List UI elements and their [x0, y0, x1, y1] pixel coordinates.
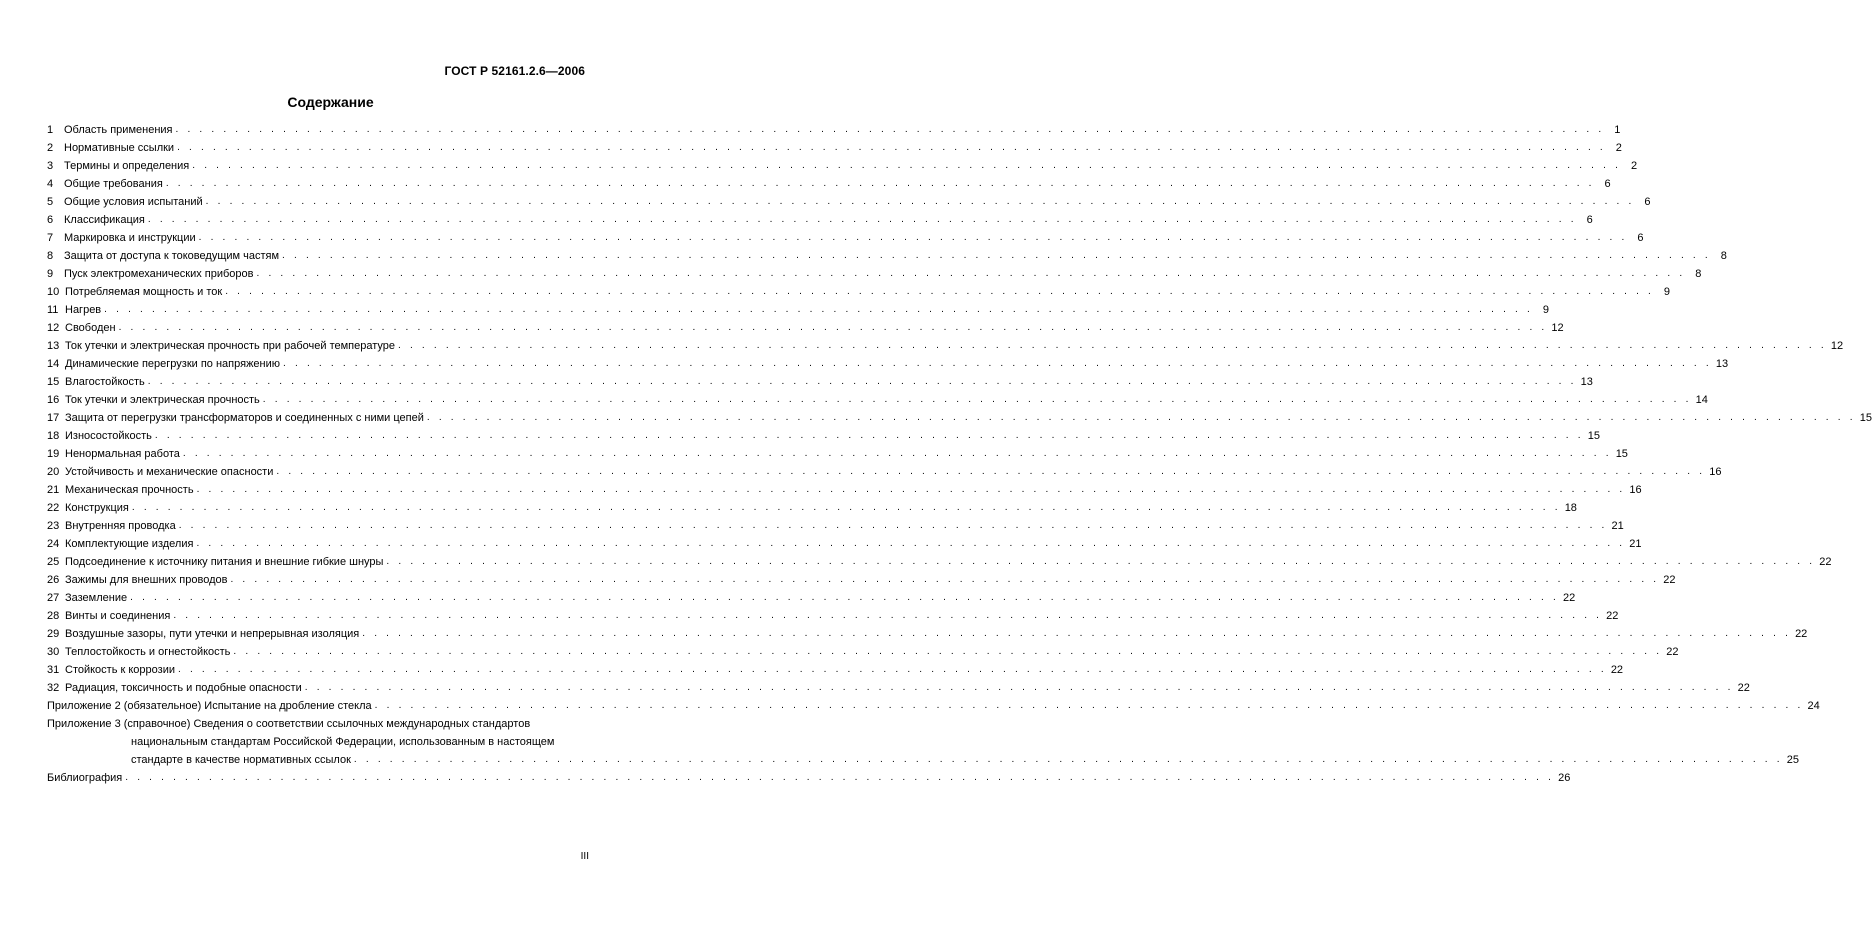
toc-entry-page: 22: [1737, 682, 1750, 694]
toc-entry-number: 17: [47, 412, 60, 424]
toc-entry[interactable]: [47, 679, 1750, 697]
toc-entry-page: 16: [1709, 466, 1722, 478]
toc-leader-dots: . . . . . . . . . . . . . . . . . . . . . . . . . . . . . . . . . . . . . . . . . . . . . . . . . . . . . . . . . . . . . . . . . . . . . . . . . . . . . . . . . . . . . . . . . . . . . . . . . . . . . . . . . . . . . . . . . . . . . . . .: [175, 124, 1605, 135]
toc-entry[interactable]: [47, 229, 1644, 247]
toc-entry-page: 2: [1615, 142, 1622, 154]
toc-leader-dots: . . . . . . . . . . . . . . . . . . . . . . . . . . . . . . . . . . . . . . . . . . . . . . . . . . . . . . . . . . . . . . . . . . . . . . . . . . . . . . . . . . . . . . . . . . . . . . . . . . . . . . . . . . . . . . . . . . . . . . . .: [196, 484, 1626, 495]
toc-entry-number: 2: [47, 142, 54, 154]
toc-entry-page: 8: [1695, 268, 1702, 280]
toc-leader-dots: . . . . . . . . . . . . . . . . . . . . . . . . . . . . . . . . . . . . . . . . . . . . . . . . . . . . . . . . . . . . . . . . . . . . . . . . . . . . . . . . . . . . . . . . . . . . . . . . . . . . . . . . . . . . . . . . . . . . . . . .: [362, 628, 1792, 639]
toc-entry[interactable]: [47, 445, 1628, 463]
toc-entry-page: 13: [1580, 376, 1593, 388]
toc-entries: [47, 121, 1872, 697]
toc-entry-label: Заземление: [65, 592, 128, 604]
toc-leader-dots: . . . . . . . . . . . . . . . . . . . . . . . . . . . . . . . . . . . . . . . . . . . . . . . . . . . . . . . . . . . . . . . . . . . . . . . . . . . . . . . . . . . . . . . . . . . . . . . . . . . . . . . . . . . . . . . . . . . . . . . .: [178, 520, 1608, 531]
toc-entry-number: 13: [47, 340, 60, 352]
toc-leader-dots: . . . . . . . . . . . . . . . . . . . . . . . . . . . . . . . . . . . . . . . . . . . . . . . . . . . . . . . . . . . . . . . . . . . . . . . . . . . . . . . . . . . . . . . . . . . . . . . . . . . . . . . . . . . . . . . . . . . . . . . .: [283, 358, 1712, 369]
toc-leader-dots: . . . . . . . . . . . . . . . . . . . . . . . . . . . . . . . . . . . . . . . . . . . . . . . . . . . . . . . . . . . . . . . . . . . . . . . . . . . . . . . . . . . . . . . . . . . . . . . . . . . . . . . . . . . . . . . . . . . . . . . .: [398, 340, 1827, 351]
toc-entry-number: 3: [47, 160, 54, 172]
toc-entry-label: Библиография: [47, 772, 123, 784]
toc-entry-appendix-2[interactable]: [47, 697, 1820, 715]
toc-leader-dots: . . . . . . . . . . . . . . . . . . . . . . . . . . . . . . . . . . . . . . . . . . . . . . . . . . . . . . . . . . . . . . . . . . . . . . . . . . . . . . . . . . . . . . . . . . . . . . . . . . . . . . . . . . . . . . . . . . . . . . . .: [177, 664, 1607, 675]
toc-entry-page: 22: [1663, 574, 1676, 586]
toc-leader-dots: . . . . . . . . . . . . . . . . . . . . . . . . . . . . . . . . . . . . . . . . . . . . . . . . . . . . . . . . . . . . . . . . . . . . . . . . . . . . . . . . . . . . . . . . . . . . . . . . . . . . . . . . . . . . . . . . . . . . . . . .: [196, 538, 1626, 549]
toc-entry-number: 20: [47, 466, 60, 478]
toc-entry-label: Теплостойкость и огнестойкость: [65, 646, 231, 658]
toc-entry-page: 25: [1786, 754, 1799, 766]
toc-entry-page: 21: [1629, 538, 1642, 550]
toc-leader-dots: . . . . . . . . . . . . . . . . . . . . . . . . . . . . . . . . . . . . . . . . . . . . . . . . . . . . . . . . . . . . . . . . . . . . . . . . . . . . . . . . . . . . . . . . . . . . . . . . . . . . . . . . . . . . . . . . . . . . . . . .: [173, 610, 1603, 621]
toc-entry-number: 9: [47, 268, 54, 280]
toc-leader-dots: . . . . . . . . . . . . . . . . . . . . . . . . . . . . . . . . . . . . . . . . . . . . . . . . . . . . . . . . . . . . . . . . . . . . . . . . . . . . . . . . . . . . . . . . . . . . . . . . . . . . . . . . . . . . . . . . . . . . . . . .: [225, 286, 1655, 297]
toc-entry-label: Ток утечки и электрическая прочность при рабочей температуре: [65, 340, 396, 352]
toc-leader-dots: . . . . . . . . . . . . . . . . . . . . . . . . . . . . . . . . . . . . . . . . . . . . . . . . . . . . . . . . . . . . . . . . . . . . . . . . . . . . . . . . . . . . . . . . . . . . . . . . . . . . . . . . . . . . . . . . . . . . . . . .: [426, 412, 1856, 423]
toc-entry-label: Защита от перегрузки трансформаторов и соединенных с ними цепей: [65, 412, 424, 424]
toc-entry-label: Маркировка и инструкции: [64, 232, 196, 244]
toc-entry-label: Стойкость к коррозии: [65, 664, 175, 676]
toc-entry-label: Устойчивость и механические опасности: [65, 466, 274, 478]
toc-leader-dots: . . . . . . . . . . . . . . . . . . . . . . . . . . . . . . . . . . . . . . . . . . . . . . . . . . . . . . . . . . . . . . . . . . . . . . . . . . . . . . . . . . . . . . . . . . . . . . . . . . . . . . . . . . . . . . . . . . . . . . . .: [353, 754, 1783, 765]
toc-entry-number: 11: [47, 304, 59, 316]
toc-leader-dots: . . . . . . . . . . . . . . . . . . . . . . . . . . . . . . . . . . . . . . . . . . . . . . . . . . . . . . . . . . . . . . . . . . . . . . . . . . . . . . . . . . . . . . . . . . . . . . . . . . . . . . . . . . . . . . . . . . . . . . . .: [131, 502, 1561, 513]
table-of-contents: [47, 121, 1872, 787]
toc-entry-label: Пуск электромеханических приборов: [64, 268, 254, 280]
toc-entry-label-line-1: [47, 715, 583, 733]
toc-entry[interactable]: [47, 409, 1872, 427]
toc-entry-number: 12: [47, 322, 60, 334]
toc-entry-label: Свободен: [65, 322, 116, 334]
toc-entry[interactable]: [47, 499, 1577, 517]
toc-entry-appendix-3[interactable]: [47, 715, 1799, 769]
toc-entry-number: 23: [47, 520, 60, 532]
toc-title: Содержание: [287, 94, 374, 110]
toc-entry-number: 16: [47, 394, 60, 406]
toc-entry-label: Конструкция: [65, 502, 129, 514]
toc-entry-label: стандарте в качестве нормативных ссылок: [131, 754, 351, 766]
toc-leader-dots: . . . . . . . . . . . . . . . . . . . . . . . . . . . . . . . . . . . . . . . . . . . . . . . . . . . . . . . . . . . . . . . . . . . . . . . . . . . . . . . . . . . . . . . . . . . . . . . . . . . . . . . . . . . . . . . . . . . . . . . .: [262, 394, 1692, 405]
toc-entry-number: 21: [47, 484, 60, 496]
toc-leader-dots: . . . . . . . . . . . . . . . . . . . . . . . . . . . . . . . . . . . . . . . . . . . . . . . . . . . . . . . . . . . . . . . . . . . . . . . . . . . . . . . . . . . . . . . . . . . . . . . . . . . . . . . . . . . . . . . . . . . . . . . .: [386, 556, 1816, 567]
toc-entry-label: Защита от доступа к токоведущим частям: [64, 250, 280, 262]
toc-entry-page: 15: [1859, 412, 1872, 424]
toc-leader-dots: . . . . . . . . . . . . . . . . . . . . . . . . . . . . . . . . . . . . . . . . . . . . . . . . . . . . . . . . . . . . . . . . . . . . . . . . . . . . . . . . . . . . . . . . . . . . . . . . . . . . . . . . . . . . . . . . . . . . . . . .: [233, 646, 1663, 657]
toc-entry[interactable]: [47, 535, 1642, 553]
toc-entry-number: 26: [47, 574, 60, 586]
toc-entry-page: 12: [1551, 322, 1564, 334]
toc-entry-label: Винты и соединения: [65, 610, 171, 622]
toc-entry-page: 22: [1666, 646, 1679, 658]
toc-entry-page: 6: [1604, 178, 1611, 190]
toc-entry[interactable]: [47, 193, 1651, 211]
toc-leader-dots: . . . . . . . . . . . . . . . . . . . . . . . . . . . . . . . . . . . . . . . . . . . . . . . . . . . . . . . . . . . . . . . . . . . . . . . . . . . . . . . . . . . . . . . . . . . . . . . . . . . . . . . . . . . . . . . . . . . . . . . .: [182, 448, 1612, 459]
toc-leader-dots: . . . . . . . . . . . . . . . . . . . . . . . . . . . . . . . . . . . . . . . . . . . . . . . . . . . . . . . . . . . . . . . . . . . . . . . . . . . . . . . . . . . . . . . . . . . . . . . . . . . . . . . . . . . . . . . . . . . . . . . .: [192, 160, 1622, 171]
toc-entry-number: 28: [47, 610, 60, 622]
toc-leader-dots: . . . . . . . . . . . . . . . . . . . . . . . . . . . . . . . . . . . . . . . . . . . . . . . . . . . . . . . . . . . . . . . . . . . . . . . . . . . . . . . . . . . . . . . . . . . . . . . . . . . . . . . . . . . . . . . . . . . . . . . .: [118, 322, 1548, 333]
toc-entry-number: 31: [47, 664, 60, 676]
toc-entry-page: 9: [1663, 286, 1671, 298]
toc-entry-page: 2: [1630, 160, 1638, 172]
toc-leader-dots: . . . . . . . . . . . . . . . . . . . . . . . . . . . . . . . . . . . . . . . . . . . . . . . . . . . . . . . . . . . . . . . . . . . . . . . . . . . . . . . . . . . . . . . . . . . . . . . . . . . . . . . . . . . . . . . . . . . . . . . .: [154, 430, 1584, 441]
toc-entry-label: Общие условия испытаний: [64, 196, 203, 208]
toc-entry-label: Воздушные зазоры, пути утечки и непрерывная изоляция: [65, 628, 360, 640]
toc-entry-page: 15: [1615, 448, 1628, 460]
toc-entry-label: Радиация, токсичность и подобные опасности: [65, 682, 302, 694]
toc-leader-dots: . . . . . . . . . . . . . . . . . . . . . . . . . . . . . . . . . . . . . . . . . . . . . . . . . . . . . . . . . . . . . . . . . . . . . . . . . . . . . . . . . . . . . . . . . . . . . . . . . . . . . . . . . . . . . . . . . . . . . . . .: [256, 268, 1686, 279]
toc-entry[interactable]: [47, 625, 1808, 643]
toc-entry-number: 27: [47, 592, 60, 604]
toc-entry[interactable]: [47, 265, 1702, 283]
toc-entry-number: 14: [47, 358, 60, 370]
toc-entry-page: 6: [1644, 196, 1651, 208]
toc-entry-number: 10: [47, 286, 60, 298]
toc-entry-label: Износостойкость: [65, 430, 152, 442]
toc-entry-page: 26: [1558, 772, 1571, 784]
toc-entry-page: 16: [1629, 484, 1642, 496]
toc-leader-dots: . . . . . . . . . . . . . . . . . . . . . . . . . . . . . . . . . . . . . . . . . . . . . . . . . . . . . . . . . . . . . . . . . . . . . . . . . . . . . . . . . . . . . . . . . . . . . . . . . . . . . . . . . . . . . . . . . . . . . . . .: [130, 592, 1559, 603]
toc-entry-continuation: [131, 733, 1799, 769]
toc-entry-label: Потребляемая мощность и ток: [65, 286, 223, 298]
toc-leader-dots: . . . . . . . . . . . . . . . . . . . . . . . . . . . . . . . . . . . . . . . . . . . . . . . . . . . . . . . . . . . . . . . . . . . . . . . . . . . . . . . . . . . . . . . . . . . . . . . . . . . . . . . . . . . . . . . . . . . . . . . .: [147, 214, 1577, 225]
toc-entry[interactable]: [47, 661, 1624, 679]
toc-entry-label: Зажимы для внешних проводов: [65, 574, 228, 586]
toc-entry-label: Комплектующие изделия: [65, 538, 194, 550]
toc-leader-dots: . . . . . . . . . . . . . . . . . . . . . . . . . . . . . . . . . . . . . . . . . . . . . . . . . . . . . . . . . . . . . . . . . . . . . . . . . . . . . . . . . . . . . . . . . . . . . . . . . . . . . . . . . . . . . . . . . . . . . . . .: [104, 304, 1533, 315]
toc-entry[interactable]: [47, 211, 1593, 229]
toc-entry-page: 12: [1830, 340, 1844, 352]
toc-entry-page: 22: [1606, 610, 1619, 622]
toc-entry[interactable]: [47, 463, 1722, 481]
toc-entry[interactable]: [47, 643, 1679, 661]
toc-entry-number: 32: [47, 682, 60, 694]
toc-entry-page: 15: [1587, 430, 1600, 442]
toc-entry-label: Влагостойкость: [65, 376, 145, 388]
toc-entry[interactable]: [47, 553, 1832, 571]
toc-entry-label: Область применения: [64, 124, 173, 136]
toc-leader-dots: . . . . . . . . . . . . . . . . . . . . . . . . . . . . . . . . . . . . . . . . . . . . . . . . . . . . . . . . . . . . . . . . . . . . . . . . . . . . . . . . . . . . . . . . . . . . . . . . . . . . . . . . . . . . . . . . . . . . . . . .: [230, 574, 1660, 585]
toc-entry-label-line-3: [131, 751, 1799, 769]
toc-leader-dots: . . . . . . . . . . . . . . . . . . . . . . . . . . . . . . . . . . . . . . . . . . . . . . . . . . . . . . . . . . . . . . . . . . . . . . . . . . . . . . . . . . . . . . . . . . . . . . . . . . . . . . . . . . . . . . . . . . . . . . . .: [165, 178, 1595, 189]
toc-entry-number: 1: [47, 124, 54, 136]
toc-entry-number: 29: [47, 628, 60, 640]
toc-entry-label: Общие требования: [64, 178, 163, 190]
toc-entry-label: Термины и определения: [64, 160, 190, 172]
toc-entry-number: 6: [47, 214, 54, 226]
toc-entry[interactable]: [47, 247, 1727, 265]
toc-entry-number: 25: [47, 556, 60, 568]
toc-entry[interactable]: [47, 391, 1708, 409]
toc-entry[interactable]: [47, 517, 1624, 535]
toc-entry-label: Внутренняя проводка: [65, 520, 176, 532]
toc-entry-label: Ненормальная работа: [65, 448, 180, 460]
toc-entry-number: 30: [47, 646, 60, 658]
toc-entry-number: 7: [47, 232, 54, 244]
toc-entry-label: Динамические перегрузки по напряжению: [65, 358, 281, 370]
toc-entry-page: 13: [1715, 358, 1729, 370]
toc-leader-dots: . . . . . . . . . . . . . . . . . . . . . . . . . . . . . . . . . . . . . . . . . . . . . . . . . . . . . . . . . . . . . . . . . . . . . . . . . . . . . . . . . . . . . . . . . . . . . . . . . . . . . . . . . . . . . . . . . . . . . . . .: [374, 700, 1804, 711]
page-folio: III: [580, 851, 589, 862]
toc-entry-bibliography[interactable]: [47, 769, 1571, 787]
toc-entry[interactable]: [47, 121, 1621, 139]
toc-leader-dots: . . . . . . . . . . . . . . . . . . . . . . . . . . . . . . . . . . . . . . . . . . . . . . . . . . . . . . . . . . . . . . . . . . . . . . . . . . . . . . . . . . . . . . . . . . . . . . . . . . . . . . . . . . . . . . . . . . . . . . . .: [276, 466, 1706, 477]
document-code: ГОСТ Р 52161.2.6—2006: [444, 64, 585, 78]
toc-entry[interactable]: [47, 355, 1729, 373]
toc-entry-number: 8: [47, 250, 54, 262]
toc-entry-page: 22: [1819, 556, 1832, 568]
toc-entry-label: Подсоединение к источнику питания и внешние гибкие шнуры: [65, 556, 384, 568]
toc-entry-label-line-2: [131, 733, 583, 751]
toc-entry[interactable]: [47, 571, 1676, 589]
toc-entry-label: национальным стандартам Российской Федерации, использованным в настоящем: [131, 736, 555, 748]
toc-entry[interactable]: [47, 373, 1593, 391]
toc-leader-dots: . . . . . . . . . . . . . . . . . . . . . . . . . . . . . . . . . . . . . . . . . . . . . . . . . . . . . . . . . . . . . . . . . . . . . . . . . . . . . . . . . . . . . . . . . . . . . . . . . . . . . . . . . . . . . . . . . . . . . . . .: [147, 376, 1577, 387]
toc-entry-number: 4: [47, 178, 54, 190]
toc-entry-label: Механическая прочность: [65, 484, 194, 496]
toc-leader-dots: . . . . . . . . . . . . . . . . . . . . . . . . . . . . . . . . . . . . . . . . . . . . . . . . . . . . . . . . . . . . . . . . . . . . . . . . . . . . . . . . . . . . . . . . . . . . . . . . . . . . . . . . . . . . . . . . . . . . . . . .: [177, 142, 1606, 153]
toc-entry-label: Ток утечки и электрическая прочность: [65, 394, 260, 406]
toc-entry[interactable]: [47, 589, 1576, 607]
toc-entry-page: 21: [1611, 520, 1624, 532]
toc-entry-page: 22: [1795, 628, 1808, 640]
toc-leader-dots: . . . . . . . . . . . . . . . . . . . . . . . . . . . . . . . . . . . . . . . . . . . . . . . . . . . . . . . . . . . . . . . . . . . . . . . . . . . . . . . . . . . . . . . . . . . . . . . . . . . . . . . . . . . . . . . . . . . . . . . .: [282, 250, 1711, 261]
toc-entry[interactable]: [47, 157, 1638, 175]
toc-entry-page: 14: [1695, 394, 1708, 406]
toc-entry-label: Приложение 3 (справочное) Сведения о соответствии ссылочных международных стандартов: [47, 718, 531, 730]
toc-leader-dots: . . . . . . . . . . . . . . . . . . . . . . . . . . . . . . . . . . . . . . . . . . . . . . . . . . . . . . . . . . . . . . . . . . . . . . . . . . . . . . . . . . . . . . . . . . . . . . . . . . . . . . . . . . . . . . . . . . . . . . . .: [304, 682, 1734, 693]
toc-entry[interactable]: [47, 283, 1671, 301]
toc-entry-label: Нормативные ссылки: [64, 142, 175, 154]
toc-entry[interactable]: [47, 319, 1564, 337]
toc-entry-page: 24: [1807, 700, 1820, 712]
toc-entry[interactable]: [47, 337, 1844, 355]
toc-entry[interactable]: [47, 427, 1600, 445]
toc-entry-page: 8: [1720, 250, 1727, 262]
toc-entry-number: 18: [47, 430, 60, 442]
toc-leader-dots: . . . . . . . . . . . . . . . . . . . . . . . . . . . . . . . . . . . . . . . . . . . . . . . . . . . . . . . . . . . . . . . . . . . . . . . . . . . . . . . . . . . . . . . . . . . . . . . . . . . . . . . . . . . . . . . . . . . . . . . .: [198, 232, 1628, 243]
toc-entry-page: 22: [1562, 592, 1576, 604]
toc-entry-label: Классификация: [64, 214, 145, 226]
toc-entry-number: 5: [47, 196, 54, 208]
toc-entry-page: 18: [1564, 502, 1577, 514]
toc-entry[interactable]: [47, 301, 1549, 319]
toc-entry-page: 6: [1586, 214, 1593, 226]
toc-entry-page: 22: [1610, 664, 1624, 676]
toc-leader-dots: . . . . . . . . . . . . . . . . . . . . . . . . . . . . . . . . . . . . . . . . . . . . . . . . . . . . . . . . . . . . . . . . . . . . . . . . . . . . . . . . . . . . . . . . . . . . . . . . . . . . . . . . . . . . . . . . . . . . . . . .: [205, 196, 1635, 207]
toc-entry[interactable]: [47, 139, 1622, 157]
toc-entry[interactable]: [47, 607, 1619, 625]
toc-leader-dots: . . . . . . . . . . . . . . . . . . . . . . . . . . . . . . . . . . . . . . . . . . . . . . . . . . . . . . . . . . . . . . . . . . . . . . . . . . . . . . . . . . . . . . . . . . . . . . . . . . . . . . . . . . . . . . . . . . . . . . . .: [125, 772, 1555, 783]
toc-entry-number: 19: [47, 448, 60, 460]
toc-entry-label: Приложение 2 (обязательное) Испытание на дробление стекла: [47, 700, 372, 712]
toc-entry-number: 22: [47, 502, 60, 514]
toc-entry-page: 9: [1542, 304, 1549, 316]
toc-entry-page: 1: [1614, 124, 1621, 136]
toc-entry[interactable]: [47, 481, 1642, 499]
toc-entry-number: 24: [47, 538, 60, 550]
toc-entry-number: 15: [47, 376, 60, 388]
toc-entry-page: 6: [1637, 232, 1644, 244]
toc-entry-label: Нагрев: [65, 304, 102, 316]
toc-entry[interactable]: [47, 175, 1611, 193]
